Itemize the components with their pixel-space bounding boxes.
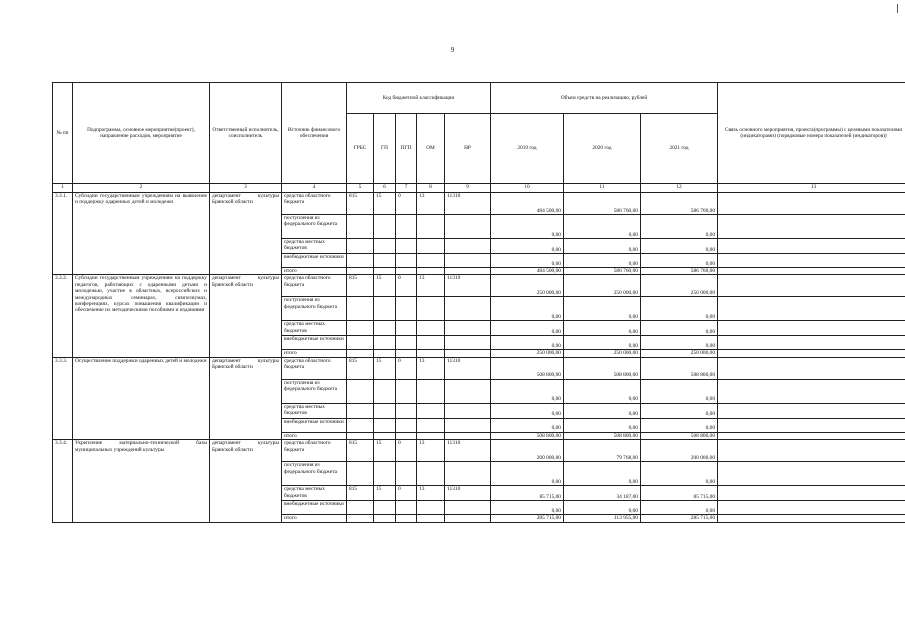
col-number: 8 <box>417 184 445 193</box>
amount-2020: 0,00 <box>564 403 641 418</box>
code-grbs <box>347 254 374 268</box>
amount-2020: 508 800,00 <box>564 357 641 379</box>
row-number: 3.3.3. <box>53 357 73 439</box>
indicator-link <box>718 297 905 321</box>
code-grbs <box>347 462 374 486</box>
code-grbs: 815 <box>347 357 374 379</box>
header-source: Источник финансового обеспечения <box>282 83 347 184</box>
code-pgp <box>396 321 417 336</box>
code-grbs <box>347 350 374 357</box>
page-number: 9 <box>450 46 455 54</box>
amount-2019: 0,00 <box>491 336 564 350</box>
code-pgp <box>396 501 417 515</box>
amount-2019: 0,00 <box>491 254 564 268</box>
code-nr: 11310 <box>445 357 491 379</box>
header-program: Подпрограмма, основное мероприятие(проект), направление расходов, мероприятие <box>73 83 210 184</box>
code-gp <box>374 501 396 515</box>
code-gp <box>374 462 396 486</box>
scan-edge-mark <box>897 4 898 13</box>
amount-2019: 0,00 <box>491 379 564 403</box>
amount-2021: 0,00 <box>641 462 718 486</box>
amount-2020: 0,00 <box>564 501 641 515</box>
amount-2020: 79 768,00 <box>564 440 641 462</box>
code-pgp <box>396 350 417 357</box>
amount-2021: 0,00 <box>641 254 718 268</box>
code-pgp <box>396 432 417 439</box>
code-pgp <box>396 297 417 321</box>
code-gp <box>374 254 396 268</box>
code-nr <box>445 321 491 336</box>
code-gp <box>374 297 396 321</box>
code-gp <box>374 336 396 350</box>
col-number: 12 <box>641 184 718 193</box>
code-grbs: 815 <box>347 486 374 501</box>
code-grbs <box>347 501 374 515</box>
code-om <box>417 215 445 239</box>
col-number: 11 <box>564 184 641 193</box>
activity-name: Субсидии государственным учреждениям на поддержку педагогов, работающих с одаренными детьми и молодежью, участие в областных, всероссийских и международных семинарах, симпозиумах, конференциях, курсах повышения квалификации и обеспечение их методическими пособиями и изданиями <box>73 275 210 357</box>
amount-2020: 586 760,00 <box>564 193 641 215</box>
executor: департамент культуры Брянской области <box>210 440 282 522</box>
header-om: ОМ <box>417 114 445 184</box>
code-pgp <box>396 403 417 418</box>
indicator-link <box>718 515 905 522</box>
amount-2019: 0,00 <box>491 215 564 239</box>
code-grbs <box>347 418 374 432</box>
amount-2021: 0,00 <box>641 239 718 254</box>
amount-2020: 34 187,00 <box>564 486 641 501</box>
header-pgp: ПГП <box>396 114 417 184</box>
code-pgp <box>396 254 417 268</box>
indicator-link <box>718 239 905 254</box>
col-number: 4 <box>282 184 347 193</box>
code-grbs <box>347 515 374 522</box>
code-nr <box>445 350 491 357</box>
code-nr <box>445 268 491 275</box>
indicator-link <box>718 357 905 379</box>
funding-source: средства областного бюджета <box>282 440 347 462</box>
amount-2021: 0,00 <box>641 418 718 432</box>
amount-2021: 0,00 <box>641 321 718 336</box>
code-gp <box>374 418 396 432</box>
amount-2021: 508 800,00 <box>641 432 718 439</box>
amount-2020: 0,00 <box>564 321 641 336</box>
code-nr <box>445 215 491 239</box>
amount-2019: 508 800,00 <box>491 432 564 439</box>
row-number: 3.3.2. <box>53 275 73 357</box>
code-grbs: 815 <box>347 193 374 215</box>
code-nr <box>445 515 491 522</box>
indicator-link <box>718 321 905 336</box>
col-number: 7 <box>396 184 417 193</box>
code-om: 13 <box>417 357 445 379</box>
amount-2021: 0,00 <box>641 501 718 515</box>
indicator-link <box>718 462 905 486</box>
header-2021: 2021 год <box>641 114 718 184</box>
header-budget-code: Код бюджетной классификации <box>347 83 491 114</box>
code-om: 13 <box>417 275 445 297</box>
col-number: 6 <box>374 184 396 193</box>
amount-2019: 0,00 <box>491 418 564 432</box>
code-pgp: 0 <box>396 357 417 379</box>
code-grbs <box>347 297 374 321</box>
code-grbs <box>347 336 374 350</box>
code-gp <box>374 432 396 439</box>
funding-source: средства местных бюджетов <box>282 321 347 336</box>
indicator-link <box>718 254 905 268</box>
code-pgp: 0 <box>396 275 417 297</box>
code-gp <box>374 321 396 336</box>
code-om: 13 <box>417 193 445 215</box>
code-pgp: 0 <box>396 486 417 501</box>
code-nr <box>445 297 491 321</box>
table-row <box>53 275 905 297</box>
code-nr <box>445 418 491 432</box>
amount-2021: 0,00 <box>641 403 718 418</box>
code-om: 13 <box>417 486 445 501</box>
header-gp: ГП <box>374 114 396 184</box>
amount-2021: 0,00 <box>641 336 718 350</box>
indicator-link <box>718 440 905 462</box>
code-grbs: 815 <box>347 275 374 297</box>
amount-2019: 508 800,00 <box>491 357 564 379</box>
header-executor: Ответственный исполнитель, соисполнитель <box>210 83 282 184</box>
code-gp: 15 <box>374 275 396 297</box>
code-om <box>417 379 445 403</box>
col-number: 10 <box>491 184 564 193</box>
col-number: 13 <box>718 184 905 193</box>
amount-2021: 508 800,00 <box>641 357 718 379</box>
amount-2019: 0,00 <box>491 239 564 254</box>
indicator-link <box>718 215 905 239</box>
header-nr: НР <box>445 114 491 184</box>
amount-2021: 285 715,00 <box>641 515 718 522</box>
code-gp: 15 <box>374 440 396 462</box>
code-grbs: 815 <box>347 440 374 462</box>
funding-source: средства местных бюджетов <box>282 239 347 254</box>
code-pgp <box>396 379 417 403</box>
indicator-link <box>718 336 905 350</box>
indicator-link <box>718 486 905 501</box>
code-om <box>417 501 445 515</box>
amount-2020: 508 800,00 <box>564 432 641 439</box>
code-grbs <box>347 432 374 439</box>
code-nr: 11310 <box>445 486 491 501</box>
code-pgp: 0 <box>396 440 417 462</box>
header-volume: Объем средств на реализацию, рублей <box>491 83 718 114</box>
code-gp <box>374 379 396 403</box>
header-link: Связь основного мероприятия, проекта(программы) с целевыми показателями (индикаторами) (порядковые номера показателей (индикаторов)) <box>718 83 905 184</box>
code-pgp <box>396 462 417 486</box>
funding-source: итого <box>282 432 347 439</box>
funding-source: внебюджетные источники <box>282 254 347 268</box>
table-row <box>53 440 905 462</box>
amount-2021: 0,00 <box>641 297 718 321</box>
code-pgp <box>396 418 417 432</box>
funding-source: средства местных бюджетов <box>282 403 347 418</box>
code-om <box>417 297 445 321</box>
amount-2020: 113 955,00 <box>564 515 641 522</box>
code-grbs <box>347 321 374 336</box>
header-2020: 2020 год <box>564 114 641 184</box>
code-om <box>417 254 445 268</box>
amount-2021: 250 000,00 <box>641 275 718 297</box>
amount-2019: 0,00 <box>491 462 564 486</box>
amount-2019: 484 500,00 <box>491 193 564 215</box>
code-om <box>417 462 445 486</box>
code-nr <box>445 462 491 486</box>
table-body <box>53 193 905 523</box>
col-number: 9 <box>445 184 491 193</box>
code-pgp <box>396 515 417 522</box>
activity-name: Укрепление материально-технической базы муниципальных учреждений культуры <box>73 440 210 522</box>
col-number: 3 <box>210 184 282 193</box>
amount-2021: 85 715,00 <box>641 486 718 501</box>
row-number: 3.3.4. <box>53 440 73 522</box>
amount-2021: 586 760,00 <box>641 268 718 275</box>
code-om <box>417 350 445 357</box>
amount-2020: 250 000,00 <box>564 275 641 297</box>
code-pgp <box>396 239 417 254</box>
code-om <box>417 515 445 522</box>
amount-2021: 586 760,00 <box>641 193 718 215</box>
executor: департамент культуры Брянской области <box>210 275 282 357</box>
code-nr: 11310 <box>445 440 491 462</box>
funding-source: средства местных бюджетов <box>282 486 347 501</box>
code-gp: 15 <box>374 486 396 501</box>
funding-source: поступления из федерального бюджета <box>282 379 347 403</box>
funding-source: внебюджетные источники <box>282 336 347 350</box>
indicator-link <box>718 432 905 439</box>
code-nr <box>445 403 491 418</box>
amount-2020: 0,00 <box>564 379 641 403</box>
amount-2019: 0,00 <box>491 501 564 515</box>
col-number: 2 <box>73 184 210 193</box>
code-pgp <box>396 336 417 350</box>
code-nr <box>445 239 491 254</box>
activity-name: Субсидии государственным учреждениям на выявление и поддержку одаренных детей и молодежи <box>73 193 210 275</box>
code-om <box>417 336 445 350</box>
code-gp <box>374 403 396 418</box>
col-number: 1 <box>53 184 73 193</box>
amount-2020: 0,00 <box>564 254 641 268</box>
code-nr <box>445 379 491 403</box>
indicator-link <box>718 501 905 515</box>
code-om <box>417 418 445 432</box>
code-om <box>417 321 445 336</box>
code-gp <box>374 239 396 254</box>
executor: департамент культуры Брянской области <box>210 193 282 275</box>
col-number: 5 <box>347 184 374 193</box>
code-om: 13 <box>417 440 445 462</box>
code-gp <box>374 515 396 522</box>
funding-source: поступления из федерального бюджета <box>282 215 347 239</box>
amount-2021: 200 000,00 <box>641 440 718 462</box>
amount-2021: 0,00 <box>641 379 718 403</box>
code-grbs <box>347 403 374 418</box>
indicator-link <box>718 418 905 432</box>
funding-source: средства областного бюджета <box>282 275 347 297</box>
amount-2020: 0,00 <box>564 462 641 486</box>
amount-2019: 0,00 <box>491 403 564 418</box>
code-gp <box>374 268 396 275</box>
code-pgp: 0 <box>396 193 417 215</box>
amount-2021: 0,00 <box>641 215 718 239</box>
amount-2020: 0,00 <box>564 239 641 254</box>
indicator-link <box>718 379 905 403</box>
code-om <box>417 268 445 275</box>
amount-2021: 250 000,00 <box>641 350 718 357</box>
funding-source: внебюджетные источники <box>282 501 347 515</box>
amount-2020: 0,00 <box>564 418 641 432</box>
code-grbs <box>347 239 374 254</box>
code-om <box>417 239 445 254</box>
funding-source: поступления из федерального бюджета <box>282 462 347 486</box>
funding-source: итого <box>282 268 347 275</box>
table-row <box>53 357 905 379</box>
amount-2019: 0,00 <box>491 321 564 336</box>
code-nr <box>445 254 491 268</box>
code-gp <box>374 350 396 357</box>
budget-table <box>52 82 905 523</box>
column-number-row <box>53 184 905 193</box>
header-num: № пп <box>53 83 73 184</box>
code-pgp <box>396 215 417 239</box>
funding-source: итого <box>282 350 347 357</box>
funding-source: средства областного бюджета <box>282 193 347 215</box>
amount-2020: 586 760,00 <box>564 268 641 275</box>
indicator-link <box>718 403 905 418</box>
code-om <box>417 432 445 439</box>
activity-name: Осуществление поддержки одаренных детей и молодежи <box>73 357 210 439</box>
code-nr <box>445 336 491 350</box>
funding-source: поступления из федерального бюджета <box>282 297 347 321</box>
indicator-link <box>718 350 905 357</box>
table-row <box>53 193 905 215</box>
code-gp <box>374 215 396 239</box>
amount-2019: 250 000,00 <box>491 275 564 297</box>
indicator-link <box>718 275 905 297</box>
code-pgp <box>396 268 417 275</box>
header-2019: 2019 год <box>491 114 564 184</box>
funding-source: внебюджетные источники <box>282 418 347 432</box>
code-gp: 15 <box>374 357 396 379</box>
funding-source: итого <box>282 515 347 522</box>
amount-2019: 484 500,00 <box>491 268 564 275</box>
indicator-link <box>718 193 905 215</box>
amount-2019: 200 000,00 <box>491 440 564 462</box>
code-om <box>417 403 445 418</box>
code-grbs <box>347 215 374 239</box>
row-number: 3.3.1. <box>53 193 73 275</box>
amount-2019: 85 715,00 <box>491 486 564 501</box>
indicator-link <box>718 268 905 275</box>
header-grbs: ГРБС <box>347 114 374 184</box>
amount-2020: 0,00 <box>564 297 641 321</box>
code-nr: 11310 <box>445 275 491 297</box>
funding-source: средства областного бюджета <box>282 357 347 379</box>
code-nr <box>445 432 491 439</box>
code-nr: 11310 <box>445 193 491 215</box>
amount-2020: 250 000,00 <box>564 350 641 357</box>
amount-2020: 0,00 <box>564 215 641 239</box>
amount-2019: 285 715,00 <box>491 515 564 522</box>
amount-2019: 0,00 <box>491 297 564 321</box>
amount-2019: 250 000,00 <box>491 350 564 357</box>
amount-2020: 0,00 <box>564 336 641 350</box>
code-grbs <box>347 268 374 275</box>
code-gp: 15 <box>374 193 396 215</box>
code-grbs <box>347 379 374 403</box>
executor: департамент культуры Брянской области <box>210 357 282 439</box>
code-nr <box>445 501 491 515</box>
